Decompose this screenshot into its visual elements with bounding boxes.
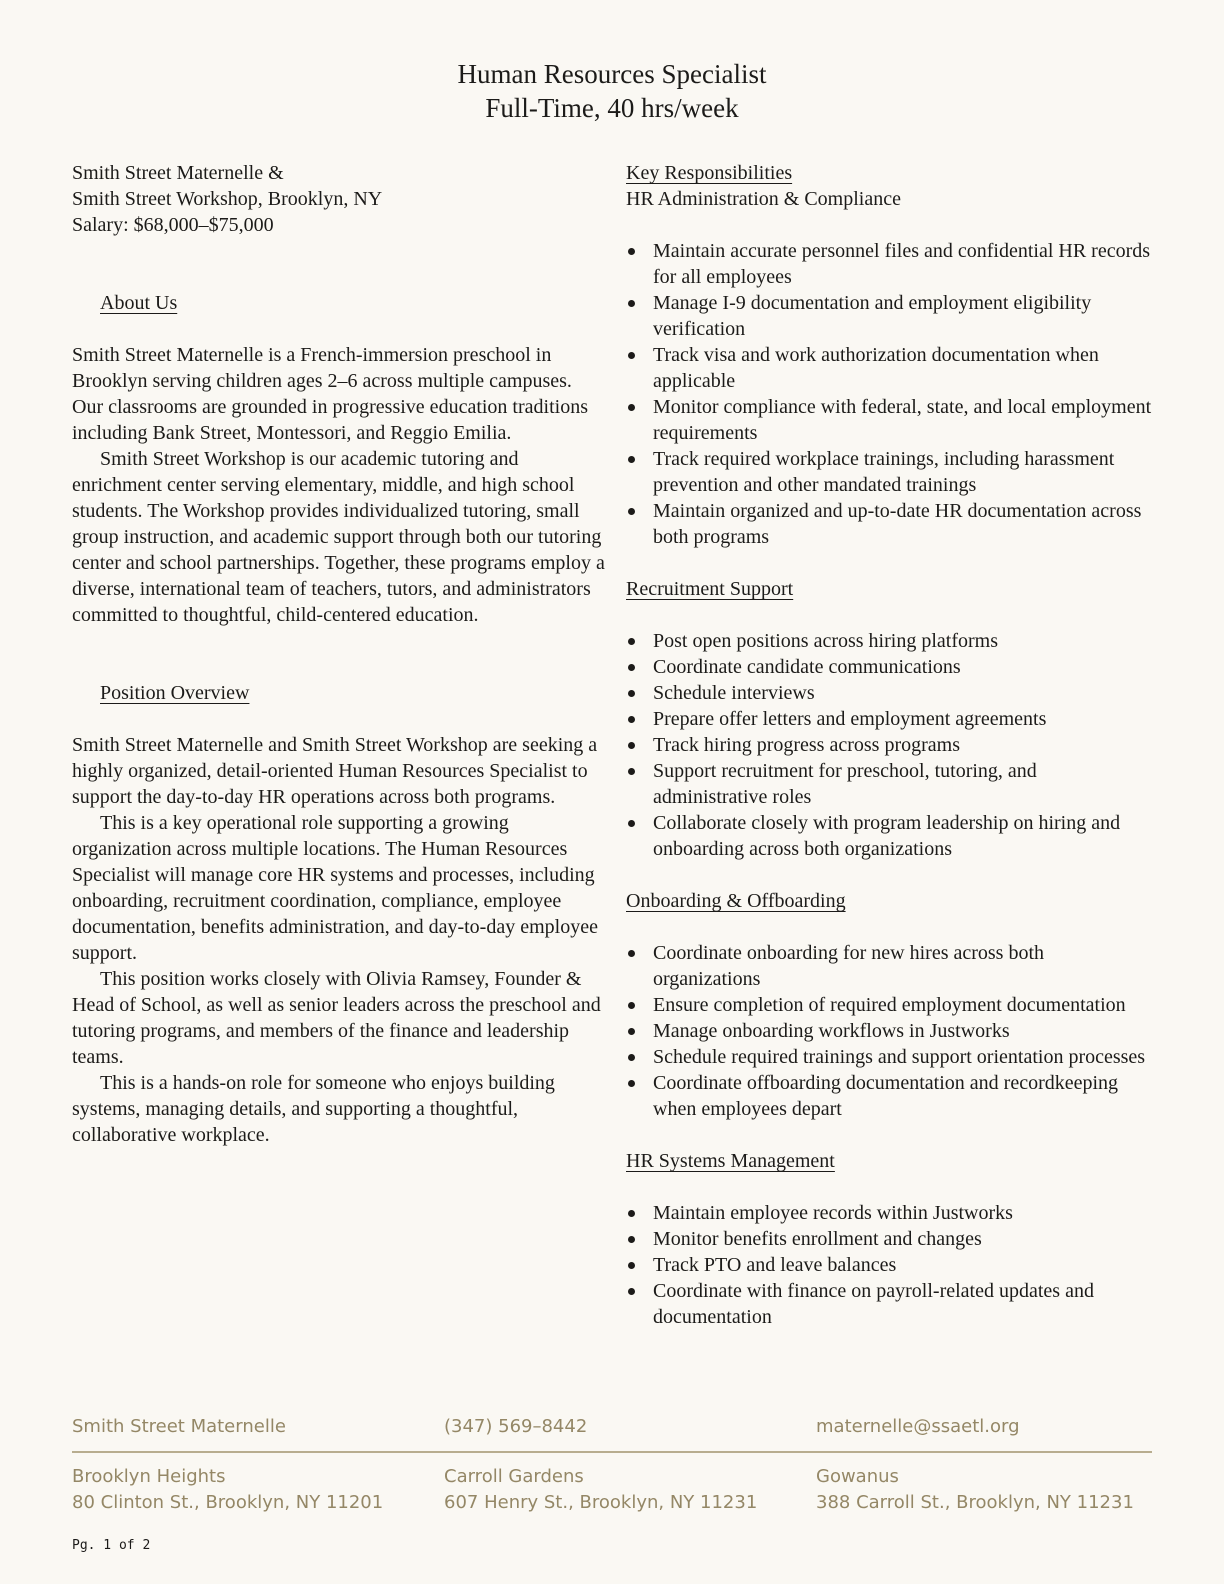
job-subtitle: Full-Time, 40 hrs/week bbox=[485, 93, 739, 123]
location-name: Gowanus bbox=[816, 1466, 899, 1487]
list-item: Prepare offer letters and employment agreements bbox=[626, 706, 1156, 732]
list-item: Schedule required trainings and support orientation processes bbox=[626, 1044, 1156, 1070]
list-item: Schedule interviews bbox=[626, 680, 1156, 706]
salary: Salary: $68,000–$75,000 bbox=[72, 214, 274, 236]
responsibilities-heading: Key Responsibilities bbox=[626, 162, 793, 184]
location-address: 388 Carroll St., Brooklyn, NY 11231 bbox=[816, 1492, 1134, 1513]
list-item: Manage I-9 documentation and employment eligibility verification bbox=[626, 290, 1156, 342]
location-name: Carroll Gardens bbox=[444, 1466, 584, 1487]
location-name: Brooklyn Heights bbox=[72, 1466, 226, 1487]
right-column bbox=[626, 160, 1156, 1330]
list-item: Track required workplace trainings, including harassment prevention and other mandated trainings bbox=[626, 446, 1156, 498]
list-item: Track visa and work authorization documentation when applicable bbox=[626, 342, 1156, 394]
list-item: Track hiring progress across programs bbox=[626, 732, 1156, 758]
org-info bbox=[72, 160, 607, 238]
onboarding-heading: Onboarding & Offboarding bbox=[626, 890, 846, 912]
location-gowanus bbox=[816, 1464, 1152, 1516]
overview-paragraph-2: This is a key operational role supporting a growing organization across multiple locations. The Human Resources Specialist will manage core HR systems and processes, including onboarding, recruitment coordination, compliance, employee documentation, benefits administration, and day-to-day employee support. bbox=[72, 812, 598, 964]
location-brooklyn-heights bbox=[72, 1464, 444, 1516]
footer-email[interactable]: maternelle@ssaetl.org bbox=[816, 1416, 1020, 1437]
list-item: Maintain organized and up-to-date HR documentation across both programs bbox=[626, 498, 1156, 550]
systems-list bbox=[626, 1200, 1156, 1330]
location-address: 80 Clinton St., Brooklyn, NY 11201 bbox=[72, 1492, 384, 1513]
list-item: Coordinate candidate communications bbox=[626, 654, 1156, 680]
overview-paragraph-4: This is a hands-on role for someone who enjoys building systems, managing details, and supporting a thoughtful, collaborative workplace. bbox=[72, 1072, 555, 1146]
list-item: Maintain accurate personnel files and confidential HR records for all employees bbox=[626, 238, 1156, 290]
footer-org-name: Smith Street Maternelle bbox=[72, 1416, 286, 1437]
list-item: Coordinate with finance on payroll-related updates and documentation bbox=[626, 1278, 1156, 1330]
about-heading: About Us bbox=[100, 292, 178, 314]
list-item: Post open positions across hiring platforms bbox=[626, 628, 1156, 654]
location-address: 607 Henry St., Brooklyn, NY 11231 bbox=[444, 1492, 758, 1513]
footer-phone[interactable]: (347) 569–8442 bbox=[444, 1416, 588, 1437]
list-item: Support recruitment for preschool, tutoring, and administrative roles bbox=[626, 758, 1156, 810]
systems-heading: HR Systems Management bbox=[626, 1150, 835, 1172]
footer-contact bbox=[72, 1414, 1152, 1440]
onboarding-list bbox=[626, 940, 1156, 1122]
list-item: Maintain employee records within Justworks bbox=[626, 1200, 1156, 1226]
footer-locations bbox=[72, 1464, 1152, 1516]
about-paragraph-2: Smith Street Workshop is our academic tutoring and enrichment center serving elementary, middle, and high school students. The Workshop provides individualized tutoring, small group instruction, and academic support through both our tutoring center and school partnerships. Together, these programs employ a diverse, international team of teachers, tutors, and administrators committed to thoughtful, child-centered education. bbox=[72, 448, 605, 626]
footer-divider bbox=[72, 1451, 1152, 1453]
job-title: Human Resources Specialist bbox=[457, 59, 767, 89]
overview-heading: Position Overview bbox=[100, 682, 250, 704]
list-item: Track PTO and leave balances bbox=[626, 1252, 1156, 1278]
document-title bbox=[0, 57, 1224, 125]
overview-paragraph-1: Smith Street Maternelle and Smith Street Workshop are seeking a highly organized, detail-oriented Human Resources Specialist to support the day-to-day HR operations across both programs. bbox=[72, 734, 598, 808]
list-item: Coordinate offboarding documentation and recordkeeping when employees depart bbox=[626, 1070, 1156, 1122]
list-item: Manage onboarding workflows in Justworks bbox=[626, 1018, 1156, 1044]
list-item: Coordinate onboarding for new hires across both organizations bbox=[626, 940, 1156, 992]
list-item: Monitor compliance with federal, state, and local employment requirements bbox=[626, 394, 1156, 446]
list-item: Monitor benefits enrollment and changes bbox=[626, 1226, 1156, 1252]
overview-paragraph-3: This position works closely with Olivia Ramsey, Founder & Head of School, as well as senior leaders across the preschool and tutoring programs, and members of the finance and leadership teams. bbox=[72, 968, 601, 1068]
org-line-2: Smith Street Workshop, Brooklyn, NY bbox=[72, 188, 383, 210]
about-paragraph-1: Smith Street Maternelle is a French-immersion preschool in Brooklyn serving children ages 2–6 across multiple campuses. Our classrooms are grounded in progressive education traditions including Bank Street, Montessori, and Reggio Emilia. bbox=[72, 344, 588, 444]
recruitment-heading: Recruitment Support bbox=[626, 578, 794, 600]
left-column bbox=[72, 160, 607, 1148]
list-item: Ensure completion of required employment documentation bbox=[626, 992, 1156, 1018]
page-number: Pg. 1 of 2 bbox=[72, 1538, 151, 1553]
admin-list bbox=[626, 238, 1156, 550]
org-line-1: Smith Street Maternelle & bbox=[72, 162, 284, 184]
location-carroll-gardens bbox=[444, 1464, 816, 1516]
recruitment-list bbox=[626, 628, 1156, 862]
list-item: Collaborate closely with program leadership on hiring and onboarding across both organizations bbox=[626, 810, 1156, 862]
admin-heading: HR Administration & Compliance bbox=[626, 188, 901, 210]
